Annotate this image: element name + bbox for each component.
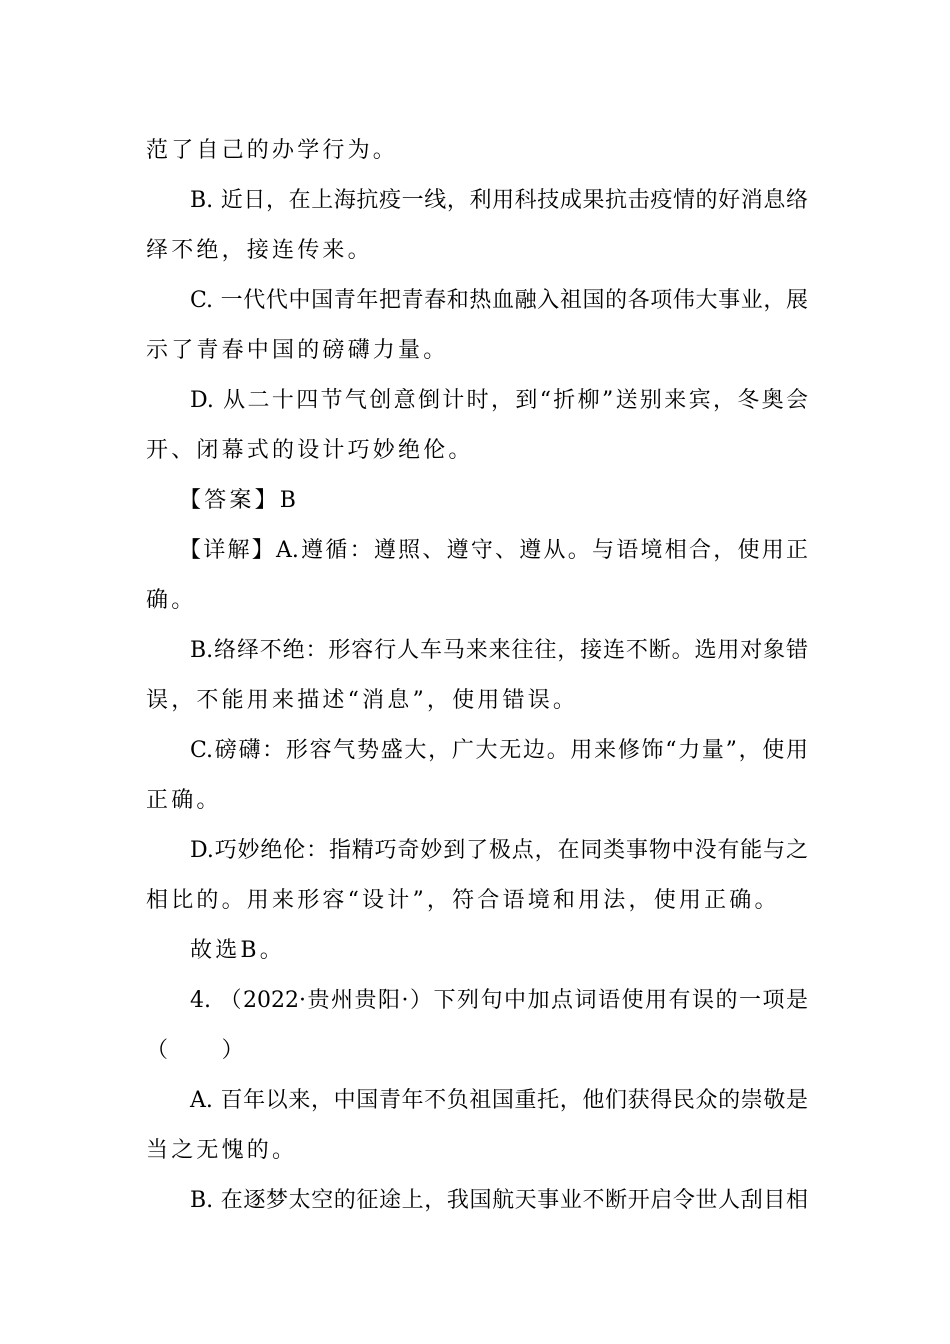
question-4-line-1: 4. （2022·贵州贵阳·）下列句中加点词语使用有误的一项是 (190, 988, 808, 1013)
conclusion: 故选B。 (190, 938, 285, 963)
option-d-line-1: D. 从二十四节气创意倒计时，到“折柳”送别来宾，冬奥会 (190, 388, 808, 413)
explanation-a-line-2: 确。 (146, 588, 197, 613)
explanation-b-line-2: 误，不能用来描述“消息”，使用错误。 (146, 688, 579, 713)
option-c-line-2: 示了青春中国的磅礴力量。 (146, 338, 449, 363)
explanation-d-line-1: D.巧妙绝伦：指精巧奇妙到了极点，在同类事物中没有能与之 (190, 838, 808, 863)
question-4-blank: （ ） (146, 1038, 247, 1063)
option-b-line-2: 绎不绝，接连传来。 (146, 238, 373, 263)
option-d-line-2: 开、闭幕式的设计巧妙绝伦。 (146, 438, 474, 463)
answer-label: 【答案】B (179, 488, 300, 513)
explanation-a-line-1: 【详解】A.遵循：遵照、遵守、遵从。与语境相合，使用正 (179, 538, 808, 563)
explanation-c-line-1: C.磅礴：形容气势盛大，广大无边。用来修饰“力量”，使用 (190, 738, 808, 763)
explanation-c-line-2: 正确。 (146, 788, 222, 813)
text-line: 范了自己的办学行为。 (146, 138, 399, 163)
option-c-line-1: C. 一代代中国青年把青春和热血融入祖国的各项伟大事业，展 (190, 288, 808, 313)
option-b-line-1: B. 近日，在上海抗疫一线，利用科技成果抗击疫情的好消息络 (190, 188, 808, 213)
question-4-option-b-line-1: B. 在逐梦太空的征途上，我国航天事业不断开启令世人刮目相 (190, 1188, 808, 1213)
question-4-option-a-line-1: A. 百年以来，中国青年不负祖国重托，他们获得民众的崇敬是 (190, 1088, 808, 1113)
explanation-b-line-1: B.络绎不绝：形容行人车马来来往往，接连不断。选用对象错 (190, 638, 808, 663)
explanation-d-line-2: 相比的。用来形容“设计”，符合语境和用法，使用正确。 (146, 888, 780, 913)
question-4-option-a-line-2: 当之无愧的。 (146, 1138, 298, 1163)
